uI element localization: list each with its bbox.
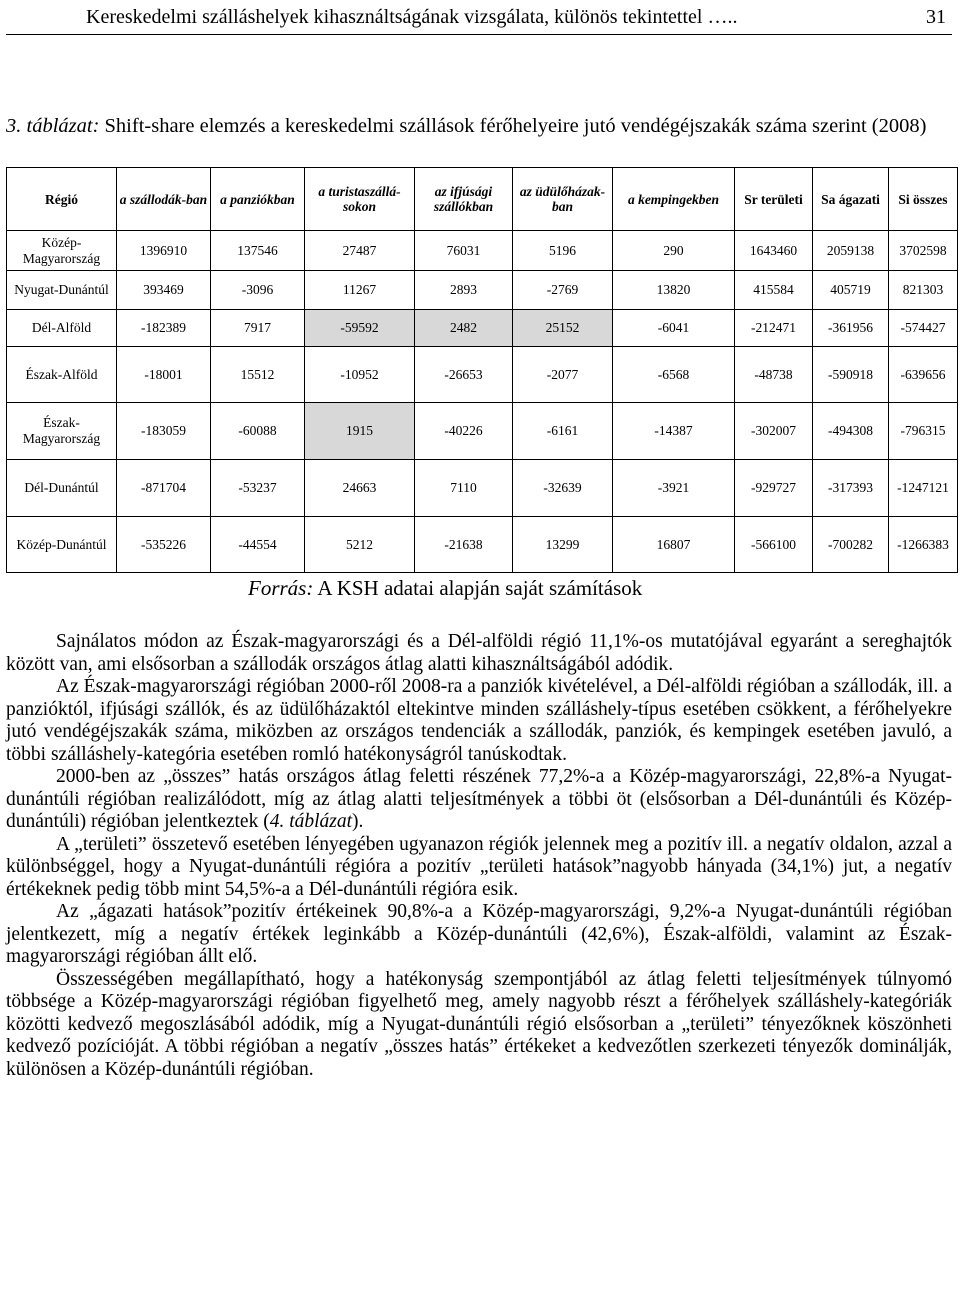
cell-tourist-hostels: -10952 (305, 347, 415, 403)
table-row (7, 310, 958, 347)
paragraph: Az Észak-magyarországi régióban 2000-ről 2008-ra a panziók kivételével, a Dél-alföldi régióban a szállodák, ill. a panzióktól, ifjúsági szállók, és az üdülőházaktól eltekintve minden szálláshely-típus esetében csökkent, a férőhelyekre jutó vendégéjszakák száma, miközben az országos tendenciák a szállodák, panziók, és kempingek esetében javuló, a többi szálláshely-kategória esetében romló hatékonyságról tanúskodtak. (6, 676, 952, 765)
table-header-row (7, 168, 958, 231)
table-caption (6, 113, 952, 139)
table-row (7, 347, 958, 403)
cell-hotels: 1396910 (117, 231, 211, 271)
cell-hotels: -183059 (117, 403, 211, 460)
header-tourist-hostels: a turistaszállá-sokon (305, 168, 415, 231)
cell-si: -639656 (889, 347, 958, 403)
cell-tourist-hostels: 5212 (305, 517, 415, 573)
cell-youth-hostels: 2893 (415, 271, 513, 310)
cell-holiday-homes: 25152 (513, 310, 613, 347)
header-si: Si összes (889, 168, 958, 231)
cell-sa: 405719 (813, 271, 889, 310)
cell-tourist-hostels: 11267 (305, 271, 415, 310)
table-source (248, 576, 642, 601)
cell-sa: -317393 (813, 460, 889, 517)
cell-hotels: -18001 (117, 347, 211, 403)
cell-youth-hostels: -40226 (415, 403, 513, 460)
paragraph: Összességében megállapítható, hogy a hatékonyság szempontjából az átlag feletti teljesítmények túlnyomó többsége a Közép-magyarországi régióban figyelhető meg, amely nagyobb részt a férőhelyek szálláshely-kategóriák közötti kedvező megoszlásából adódik, míg a Nyugat-dunántúli régió elsősorban a „területi” tényezőknek köszönheti kedvező pozícióját. A többi régióban a negatív „összes hatás” értékeket a kedvezőtlen szerkezeti tényezők dominálják, különösen a Közép-dunántúli régióban. (6, 968, 952, 1080)
cell-pensions: 7917 (211, 310, 305, 347)
cell-sr: 415584 (735, 271, 813, 310)
cell-hotels: 393469 (117, 271, 211, 310)
shift-share-table (6, 167, 958, 573)
cell-sr: -212471 (735, 310, 813, 347)
cell-si: -574427 (889, 310, 958, 347)
cell-holiday-homes: -6161 (513, 403, 613, 460)
cell-region: Dél-Alföld (7, 310, 117, 347)
header-region: Régió (7, 168, 117, 231)
cell-pensions: -44554 (211, 517, 305, 573)
cell-region: Közép-Dunántúl (7, 517, 117, 573)
cell-sa: -494308 (813, 403, 889, 460)
cell-campsites: 290 (613, 231, 735, 271)
page-number: 31 (926, 5, 946, 28)
cell-youth-hostels: -21638 (415, 517, 513, 573)
cell-sr: -929727 (735, 460, 813, 517)
cell-campsites: -6041 (613, 310, 735, 347)
cell-campsites: -14387 (613, 403, 735, 460)
cell-region: Észak-Alföld (7, 347, 117, 403)
cell-si: 821303 (889, 271, 958, 310)
body-text (6, 631, 952, 1081)
cell-youth-hostels: 2482 (415, 310, 513, 347)
cell-region: Közép-Magyarország (7, 231, 117, 271)
cell-sa: -361956 (813, 310, 889, 347)
cell-holiday-homes: -2769 (513, 271, 613, 310)
cell-si: -1247121 (889, 460, 958, 517)
table-row (7, 460, 958, 517)
paragraph (6, 766, 952, 834)
cell-tourist-hostels: 24663 (305, 460, 415, 517)
running-title: Kereskedelmi szálláshelyek kihasználtságának vizsgálata, különös tekintettel ….. (86, 5, 738, 28)
header-pensions: a panziókban (211, 168, 305, 231)
cell-region: Észak-Magyarország (7, 403, 117, 460)
cell-campsites: -3921 (613, 460, 735, 517)
cell-sa: 2059138 (813, 231, 889, 271)
header-campsites: a kempingekben (613, 168, 735, 231)
cell-tourist-hostels: 27487 (305, 231, 415, 271)
cell-tourist-hostels: 1915 (305, 403, 415, 460)
cell-sr: -48738 (735, 347, 813, 403)
cell-hotels: -182389 (117, 310, 211, 347)
table-row (7, 517, 958, 573)
table-caption-label: 3. táblázat: (6, 115, 100, 137)
paragraph: A „területi” összetevő esetében lényegében ugyanazon régiók jelennek meg a pozitív ill. a negatív oldalon, azzal a különbséggel, hogy a Nyugat-dunántúli régióra a pozitív „területi hatások”nagyobb hányada (34,1%) jut, a negatív értékeknek pedig több mint 54,5%-a a Dél-dunántúli régióra esik. (6, 833, 952, 900)
header-sr: Sr területi (735, 168, 813, 231)
cell-youth-hostels: 76031 (415, 231, 513, 271)
cell-holiday-homes: 13299 (513, 517, 613, 573)
header-hotels: a szállodák-ban (117, 168, 211, 231)
paragraph-text: ). (352, 811, 364, 832)
paragraph-text: 2000-ben az „összes” hatás országos átlag feletti részének 77,2%-a a Közép-magyarországi, 22,8%-a Nyugat-dunántúli régióban realizálódott, míg az átlag alatti teljesítmények a többi öt (elsősorban a Dél-dunántúli és Közép-dunántúli) régióban jelentkeztek ( (6, 766, 952, 832)
cell-holiday-homes: -2077 (513, 347, 613, 403)
cell-region: Dél-Dunántúl (7, 460, 117, 517)
cell-pensions: -53237 (211, 460, 305, 517)
table-caption-text: Shift-share elemzés a kereskedelmi szállások férőhelyeire jutó vendégéjszakák száma szerint (2008) (99, 115, 927, 137)
cell-sr: -566100 (735, 517, 813, 573)
cell-pensions: 15512 (211, 347, 305, 403)
cell-sa: -590918 (813, 347, 889, 403)
table-row (7, 271, 958, 310)
cell-holiday-homes: -32639 (513, 460, 613, 517)
table-reference: 4. táblázat (269, 811, 353, 832)
cell-pensions: -60088 (211, 403, 305, 460)
cell-region: Nyugat-Dunántúl (7, 271, 117, 310)
cell-hotels: -535226 (117, 517, 211, 573)
page-header (6, 0, 952, 35)
cell-si: -1266383 (889, 517, 958, 573)
cell-sr: -302007 (735, 403, 813, 460)
cell-holiday-homes: 5196 (513, 231, 613, 271)
cell-si: 3702598 (889, 231, 958, 271)
table-row (7, 403, 958, 460)
cell-youth-hostels: -26653 (415, 347, 513, 403)
table-row (7, 231, 958, 271)
cell-hotels: -871704 (117, 460, 211, 517)
cell-youth-hostels: 7110 (415, 460, 513, 517)
cell-campsites: 13820 (613, 271, 735, 310)
source-text: A KSH adatai alapján saját számítások (313, 576, 643, 600)
cell-campsites: 16807 (613, 517, 735, 573)
source-label: Forrás: (248, 576, 314, 600)
cell-pensions: 137546 (211, 231, 305, 271)
paragraph: Sajnálatos módon az Észak-magyarországi és a Dél-alföldi régió 11,1%-os mutatójával egyaránt a sereghajtók között van, ami elsősorban a szállodák országos átlag alatti kihasználtságából adódik. (6, 631, 952, 675)
header-holiday-homes: az üdülőházak-ban (513, 168, 613, 231)
cell-si: -796315 (889, 403, 958, 460)
cell-sa: -700282 (813, 517, 889, 573)
header-youth-hostels: az ifjúsági szállókban (415, 168, 513, 231)
cell-sr: 1643460 (735, 231, 813, 271)
cell-pensions: -3096 (211, 271, 305, 310)
cell-tourist-hostels: -59592 (305, 310, 415, 347)
paragraph: Az „ágazati hatások”pozitív értékeinek 90,8%-a a Közép-magyarországi, 9,2%-a Nyugat-dunántúli régióban jelentkezett, míg a negatív értékek leginkább a Közép-dunántúli (42,6%), Észak-alföldi, valamint az Észak-magyarországi régióban állt elő. (6, 901, 952, 967)
cell-campsites: -6568 (613, 347, 735, 403)
header-sa: Sa ágazati (813, 168, 889, 231)
